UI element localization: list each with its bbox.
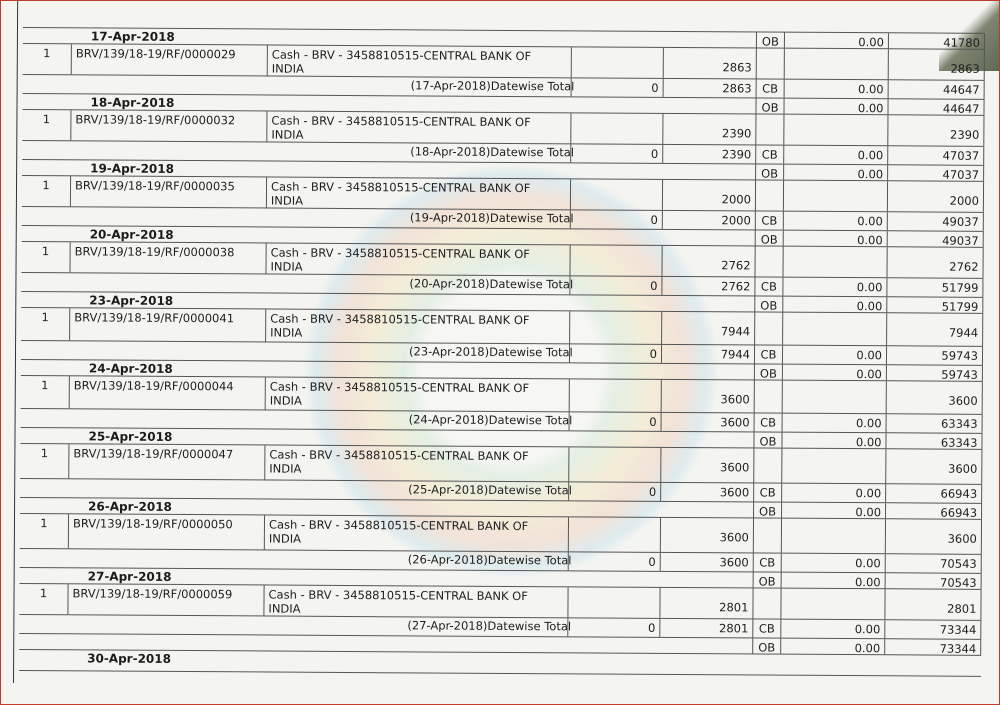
ob-balance: 73344: [884, 639, 981, 655]
entry-serial: 1: [43, 46, 51, 61]
voucher-number: BRV/139/18-19/RF/0000041: [69, 308, 265, 341]
cb-label: CB: [756, 79, 784, 97]
debit-cell: [570, 113, 662, 144]
voucher-number: BRV/139/18-19/RF/0000029: [71, 44, 267, 75]
ob-amount: 0.00: [782, 365, 886, 381]
entry-serial: 1: [40, 446, 49, 461]
type-cell: [755, 180, 783, 210]
ob-label: OB: [753, 432, 781, 447]
date-section: [20, 497, 982, 573]
datewise-total-label: (20-Apr-2018)Datewise Total: [409, 276, 574, 292]
ob-balance: 41780: [888, 33, 985, 49]
datewise-total-label: (25-Apr-2018)Datewise Total: [408, 482, 572, 498]
ob-label: OB: [755, 98, 783, 113]
entry-description: Cash - BRV - 3458810515-CENTRAL BANK OF INDIA: [263, 585, 567, 617]
date-section: [21, 359, 983, 433]
voucher-number: BRV/139/18-19/RF/0000047: [68, 444, 264, 479]
total-credit: 3600: [660, 553, 753, 572]
total-credit: 3600: [660, 483, 753, 502]
ob-label: OB: [755, 164, 783, 179]
cb-balance: 63343: [886, 414, 983, 433]
total-credit: 3600: [661, 413, 754, 432]
entry-row: [20, 513, 982, 554]
entry-description: Cash - BRV - 3458810515-CENTRAL BANK OF INDIA: [266, 111, 570, 143]
ob-amount: 0.00: [783, 165, 887, 181]
entry-serial: 1: [41, 244, 50, 259]
voucher-number: BRV/139/18-19/RF/0000059: [67, 584, 263, 615]
debit-cell: [569, 245, 661, 276]
datewise-total-label: (27-Apr-2018)Datewise Total: [407, 618, 572, 634]
total-debit: 0: [571, 78, 663, 97]
ob-balance: 44647: [887, 99, 984, 115]
entry-description: Cash - BRV - 3458810515-CENTRAL BANK OF INDIA: [265, 377, 569, 411]
entry-balance: 2863: [888, 49, 985, 80]
amount-cell: [782, 313, 886, 346]
cb-amount: 0.00: [782, 346, 886, 365]
total-debit: 0: [570, 144, 662, 163]
total-debit: 0: [568, 482, 660, 501]
cb-balance: 73344: [884, 620, 981, 639]
ob-label: OB: [756, 32, 784, 47]
date-section: [22, 93, 984, 165]
cb-balance: 44647: [888, 80, 985, 99]
total-debit: 0: [570, 210, 662, 229]
entry-serial: 1: [40, 516, 48, 531]
credit-amount: 2863: [663, 48, 756, 79]
type-cell: [754, 246, 782, 276]
total-debit: 0: [569, 412, 661, 431]
cb-label: CB: [752, 619, 780, 637]
section-date: 27-Apr-2018: [87, 569, 172, 584]
datewise-total-label: (24-Apr-2018)Datewise Total: [408, 412, 573, 428]
debit-cell: [570, 179, 662, 210]
amount-cell: [783, 181, 887, 212]
entry-description: Cash - BRV - 3458810515-CENTRAL BANK OF INDIA: [265, 243, 569, 275]
entry-description: Cash - BRV - 3458810515-CENTRAL BANK OF INDIA: [264, 445, 568, 481]
section-date: 20-Apr-2018: [89, 227, 174, 242]
ob-amount: 0.00: [782, 297, 886, 313]
amount-cell: [781, 519, 885, 554]
date-section: [21, 291, 983, 365]
datewise-total-label: (26-Apr-2018)Datewise Total: [407, 552, 572, 568]
voucher-number: BRV/139/18-19/RF/0000035: [70, 176, 266, 207]
amount-cell: [783, 115, 887, 146]
total-credit: 2390: [662, 145, 755, 164]
section-date: 17-Apr-2018: [90, 29, 175, 44]
datewise-total-label: (23-Apr-2018)Datewise Total: [408, 344, 573, 360]
ob-balance: 49037: [887, 231, 984, 247]
cb-amount: 0.00: [782, 414, 886, 433]
ob-amount: 0.00: [784, 33, 888, 49]
debit-cell: [568, 517, 660, 552]
section-date: 26-Apr-2018: [88, 499, 172, 514]
entry-serial: 1: [39, 586, 48, 601]
amount-cell: [782, 381, 886, 414]
datewise-total-label: (18-Apr-2018)Datewise Total: [410, 144, 575, 160]
entry-serial: 1: [42, 178, 50, 193]
date-section: [20, 427, 982, 503]
cb-balance: 51799: [886, 278, 983, 297]
cb-amount: 0.00: [784, 80, 888, 99]
ob-amount: 0.00: [781, 503, 885, 519]
type-cell: [752, 588, 780, 618]
datewise-total-label: (19-Apr-2018)Datewise Total: [409, 210, 574, 226]
credit-amount: 3600: [660, 518, 753, 553]
entry-description: Cash - BRV - 3458810515-CENTRAL BANK OF INDIA: [265, 309, 569, 343]
datewise-total-label: (17-Apr-2018)Datewise Total: [410, 78, 575, 94]
entry-description: Cash - BRV - 3458810515-CENTRAL BANK OF INDIA: [266, 177, 570, 209]
cb-amount: 0.00: [781, 554, 885, 573]
amount-cell: [780, 589, 884, 620]
credit-amount: 2801: [659, 588, 752, 619]
ob-label: OB: [754, 296, 782, 311]
credit-amount: 2000: [662, 180, 755, 211]
type-cell: [753, 448, 781, 482]
section-date: 18-Apr-2018: [90, 95, 175, 110]
total-credit: 2000: [662, 211, 755, 230]
ob-label: OB: [753, 502, 781, 517]
credit-amount: 2762: [661, 246, 754, 277]
debit-cell: [569, 379, 661, 412]
ob-label: OB: [753, 572, 781, 587]
section-date: 24-Apr-2018: [88, 361, 173, 376]
ob-balance: 59743: [886, 365, 983, 381]
type-cell: [756, 48, 784, 78]
entry-balance: 2762: [886, 247, 983, 278]
amount-cell: [784, 49, 888, 80]
total-debit: 0: [568, 552, 660, 571]
voucher-number: BRV/139/18-19/RF/0000032: [70, 110, 266, 141]
cb-label: CB: [755, 211, 783, 229]
final-section: [19, 633, 981, 677]
amount-cell: [782, 247, 886, 278]
ob-balance: 47037: [887, 165, 984, 181]
ledger-table: [19, 27, 991, 677]
total-debit: 0: [569, 276, 661, 295]
entry-balance: 2000: [887, 181, 984, 212]
entry-serial: 1: [42, 112, 51, 127]
entry-balance: 2801: [884, 589, 981, 620]
total-debit: 0: [569, 344, 661, 363]
entry-balance: 3600: [885, 449, 982, 484]
type-cell: [754, 312, 782, 344]
cb-balance: 66943: [885, 484, 982, 503]
voucher-number: BRV/139/18-19/RF/0000044: [69, 376, 265, 409]
total-credit: 2762: [661, 277, 754, 296]
ob-amount: 0.00: [781, 433, 885, 449]
credit-amount: 3600: [661, 380, 754, 413]
cb-balance: 47037: [887, 146, 984, 165]
debit-cell: [568, 447, 660, 482]
entry-balance: 2390: [887, 115, 984, 146]
cb-balance: 70543: [885, 554, 982, 573]
cb-amount: 0.00: [781, 484, 885, 503]
amount-cell: [781, 449, 885, 484]
ob-label: OB: [752, 638, 780, 653]
date-section: [21, 225, 983, 297]
ob-label: OB: [754, 364, 782, 379]
date-section: [19, 567, 981, 639]
total-credit: 2801: [659, 619, 752, 638]
date-section: [22, 159, 984, 231]
section-date: 19-Apr-2018: [90, 161, 175, 176]
entry-serial: 1: [41, 378, 49, 393]
entry-description: Cash - BRV - 3458810515-CENTRAL BANK OF INDIA: [267, 45, 571, 77]
section-date: 23-Apr-2018: [89, 293, 174, 308]
entry-balance: 3600: [886, 381, 983, 414]
entry-row: [20, 443, 982, 484]
ob-amount: 0.00: [780, 639, 884, 655]
entry-description: Cash - BRV - 3458810515-CENTRAL BANK OF INDIA: [264, 515, 568, 551]
credit-amount: 3600: [660, 448, 753, 483]
debit-cell: [567, 587, 659, 618]
debit-cell: [571, 47, 663, 78]
type-cell: [753, 518, 781, 552]
cb-amount: 0.00: [780, 620, 884, 639]
ob-amount: 0.00: [783, 99, 887, 115]
date-section: [23, 27, 985, 99]
credit-amount: 7944: [661, 312, 754, 345]
debit-cell: [569, 311, 661, 344]
cb-label: CB: [753, 553, 781, 571]
voucher-number: BRV/139/18-19/RF/0000038: [70, 242, 266, 273]
cb-balance: 59743: [886, 346, 983, 365]
section-date: 25-Apr-2018: [88, 429, 173, 444]
ob-balance: 51799: [886, 297, 983, 313]
total-debit: 0: [567, 618, 659, 637]
ob-balance: 66943: [885, 503, 982, 519]
ob-amount: 0.00: [781, 573, 885, 589]
cb-label: CB: [753, 483, 781, 501]
entry-serial: 1: [41, 310, 49, 325]
ob-amount: 0.00: [783, 231, 887, 247]
cb-amount: 0.00: [782, 278, 886, 297]
section-date: 30-Apr-2018: [87, 651, 172, 666]
cb-amount: 0.00: [783, 212, 887, 231]
cb-label: CB: [754, 413, 782, 431]
type-cell: [754, 380, 782, 412]
cb-balance: 49037: [887, 212, 984, 231]
cb-label: CB: [754, 345, 782, 363]
total-credit: 2863: [663, 79, 756, 98]
entry-balance: 3600: [885, 519, 982, 554]
ob-balance: 63343: [885, 433, 982, 449]
credit-amount: 2390: [662, 114, 755, 145]
cb-label: CB: [754, 277, 782, 295]
type-cell: [755, 114, 783, 144]
voucher-number: BRV/139/18-19/RF/0000050: [68, 514, 264, 549]
ob-label: OB: [755, 230, 783, 245]
cb-label: CB: [755, 145, 783, 163]
entry-balance: 7944: [886, 313, 983, 346]
ob-balance: 70543: [885, 573, 982, 589]
cb-amount: 0.00: [783, 146, 887, 165]
total-credit: 7944: [661, 345, 754, 364]
